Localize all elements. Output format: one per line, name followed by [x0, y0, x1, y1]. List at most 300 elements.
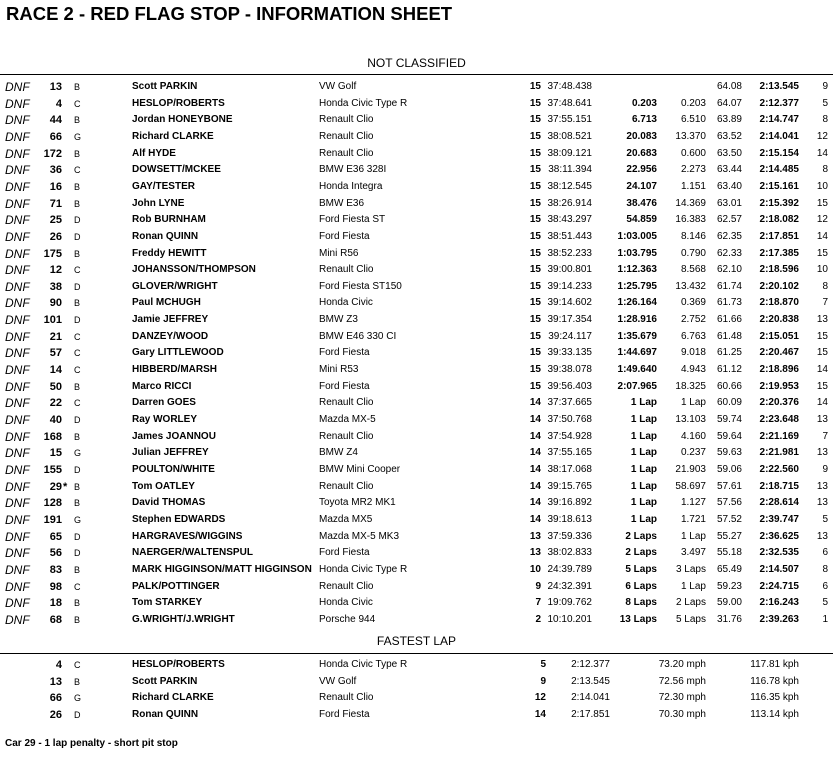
total-time: 38:26.914: [547, 197, 592, 209]
best-lap-time: 2:18.082: [759, 214, 799, 226]
best-lap-time: 2:14.485: [759, 164, 799, 176]
gap-cell: 13 Laps: [619, 613, 657, 625]
diff-cell: 1 Lap: [680, 580, 706, 592]
driver-name: Freddy HEWITT: [132, 247, 207, 259]
table-row: [0, 529, 833, 545]
status-cell: DNF: [5, 562, 30, 577]
best-lap-time: 2:18.870: [759, 297, 799, 309]
gap-cell: 6.713: [631, 114, 657, 126]
car-model: Honda Civic Type R: [319, 97, 408, 109]
car-model: Ford Fiesta: [319, 380, 370, 392]
laps-cell: 14: [529, 513, 541, 525]
laps-cell: 15: [529, 247, 541, 259]
driver-name: DANZEY/WOOD: [132, 330, 209, 342]
car-number: 4: [55, 97, 62, 110]
table-row: [0, 429, 833, 445]
driver-name: David THOMAS: [132, 497, 206, 509]
best-lap-time: 2:15.161: [759, 180, 799, 192]
diff-cell: 13.370: [675, 130, 706, 142]
best-lap-number: 5: [822, 597, 828, 609]
total-time: 39:17.354: [547, 314, 592, 326]
class-cell: B: [74, 598, 81, 609]
car-model: Honda Integra: [319, 180, 383, 192]
gap-cell: 1:44.697: [617, 347, 657, 359]
speed-cell: 61.74: [716, 280, 742, 292]
speed-cell: 57.52: [716, 513, 742, 525]
table-row: [0, 545, 833, 561]
status-cell: DNF: [5, 213, 30, 228]
best-lap-number: 15: [816, 330, 828, 342]
car-model: BMW E36: [319, 197, 365, 209]
car-model: Ford Fiesta: [319, 547, 370, 559]
diff-cell: 8.146: [680, 230, 706, 242]
speed-cell: 59.00: [716, 597, 742, 609]
best-lap-number: 1: [822, 613, 828, 625]
class-cell: G: [74, 514, 82, 525]
laps-cell: 14: [529, 463, 541, 475]
class-cell: D: [74, 464, 81, 475]
speed-cell: 63.50: [716, 147, 742, 159]
speed-cell: 61.66: [716, 314, 742, 326]
table-row: [0, 229, 833, 245]
table-row: [0, 579, 833, 595]
total-time: 39:16.892: [547, 497, 592, 509]
car-number: 56: [49, 547, 62, 560]
car-model: Porsche 944: [319, 613, 376, 625]
total-time: 39:33.135: [547, 347, 592, 359]
speed-cell: 59.06: [716, 463, 742, 475]
gap-cell: 38.476: [626, 197, 657, 209]
total-time: 39:18.613: [547, 513, 592, 525]
diff-cell: 8.568: [680, 264, 706, 276]
table-row: [0, 379, 833, 395]
gap-cell: 20.083: [626, 130, 657, 142]
car-number: 29: [49, 480, 62, 493]
car-model: BMW E36 328I: [319, 164, 387, 176]
class-cell: B: [74, 431, 81, 442]
speed-cell: 64.07: [716, 97, 742, 109]
diff-cell: 3.497: [680, 547, 706, 559]
driver-name: HARGRAVES/WIGGINS: [132, 530, 243, 542]
class-cell: D: [74, 415, 81, 425]
car-number: 57: [49, 347, 62, 360]
total-time: 38:02.833: [547, 547, 592, 559]
table-row: [0, 79, 833, 95]
gap-cell: 1 Lap: [630, 463, 657, 475]
laps-cell: 15: [529, 264, 541, 276]
driver-name: GAY/TESTER: [132, 180, 195, 192]
total-time: 38:17.068: [547, 463, 592, 475]
diff-cell: 6.763: [680, 330, 706, 342]
best-lap-time: 2:14.747: [759, 114, 799, 126]
car-model: VW Golf: [319, 81, 357, 92]
table-row: [0, 295, 833, 311]
class-cell: B: [74, 115, 81, 126]
car-model: Honda Civic: [319, 597, 373, 609]
car-number: 14: [49, 364, 62, 377]
speed-cell: 62.35: [716, 230, 742, 242]
total-time: 38:08.521: [547, 130, 592, 142]
car-number: 18: [49, 597, 62, 610]
laps-cell: 14: [529, 447, 541, 459]
best-lap-number: 5: [822, 513, 828, 525]
status-cell: DNF: [5, 396, 30, 411]
car-number: 68: [49, 613, 62, 626]
best-lap-number: 12: [816, 130, 828, 142]
class-cell: B: [74, 498, 81, 509]
speed-cell: 64.08: [716, 81, 742, 92]
gap-cell: 1 Lap: [630, 430, 657, 442]
speed-cell: 59.64: [716, 430, 742, 442]
best-lap-time: 2:15.154: [759, 147, 799, 159]
best-lap-number: 15: [816, 197, 828, 209]
driver-name: Scott PARKIN: [132, 81, 198, 92]
class-cell: D: [74, 281, 81, 292]
gap-cell: 2:07.965: [617, 380, 657, 392]
best-lap-number: 9: [822, 463, 828, 475]
class-cell: C: [74, 398, 81, 409]
status-cell: DNF: [5, 329, 30, 344]
car-model: Ford Fiesta ST: [319, 214, 386, 226]
best-lap-number: 15: [816, 347, 828, 359]
best-lap-time: 2:21.169: [759, 430, 799, 442]
gap-cell: 2 Laps: [625, 547, 657, 559]
car-model: BMW Z3: [319, 314, 358, 326]
class-cell: C: [74, 348, 81, 359]
gap-cell: 6 Laps: [625, 580, 657, 592]
car-model: Renault Clio: [319, 130, 374, 142]
best-lap-number: 15: [816, 247, 828, 259]
diff-cell: 58.697: [675, 480, 706, 492]
car-number: 50: [49, 380, 62, 393]
status-cell: DNF: [5, 512, 30, 527]
speed-cell: 63.89: [716, 114, 742, 126]
diff-cell: 2 Laps: [675, 597, 706, 609]
table-row: [0, 179, 833, 195]
class-cell: D: [74, 215, 81, 226]
laps-cell: 15: [529, 214, 541, 226]
speed-cell: 55.18: [716, 547, 742, 559]
class-cell: C: [74, 265, 81, 276]
car-model: Ford Fiesta: [319, 347, 370, 359]
total-time: 24:32.391: [547, 580, 592, 592]
diff-cell: 1 Lap: [680, 530, 706, 542]
table-row: [0, 345, 833, 361]
table-row: [0, 445, 833, 461]
car-model: Renault Clio: [319, 397, 374, 409]
table-row: [0, 462, 833, 478]
gap-cell: 1:12.363: [617, 264, 657, 276]
laps-cell: 2: [535, 613, 541, 625]
car-number: 25: [49, 214, 62, 227]
car-number: 98: [49, 580, 62, 593]
laps-cell: 9: [535, 580, 541, 592]
table-row: [0, 212, 833, 228]
table-row: [0, 146, 833, 162]
best-lap-time: 2:20.102: [759, 280, 799, 292]
speed-cell: 60.09: [716, 397, 742, 409]
driver-name: Tom STARKEY: [132, 597, 203, 609]
driver-name: HIBBERD/MARSH: [132, 364, 217, 376]
total-time: 37:48.641: [547, 97, 592, 109]
best-lap-number: 13: [816, 314, 828, 326]
status-cell: DNF: [5, 279, 30, 294]
status-cell: DNF: [5, 246, 30, 261]
table-row: [0, 674, 833, 690]
diff-cell: 1.721: [680, 513, 706, 525]
best-lap-number: 13: [816, 447, 828, 459]
driver-name: POULTON/WHITE: [132, 463, 215, 475]
table-row: [0, 112, 833, 128]
speed-cell: 65.49: [716, 563, 742, 575]
driver-name: John LYNE: [132, 197, 185, 209]
best-lap-time: 2:17.851: [759, 230, 799, 242]
divider: [0, 653, 833, 654]
table-row: [0, 657, 833, 673]
car-model: Mazda MX-5: [319, 414, 376, 425]
best-lap-time: 2:22.560: [759, 463, 799, 475]
class-cell: C: [74, 365, 81, 376]
car-number: 13: [49, 81, 62, 93]
status-cell: DNF: [5, 363, 30, 378]
driver-name: Ray WORLEY: [132, 414, 198, 425]
diff-cell: 0.203: [680, 97, 706, 109]
best-lap-number: 10: [816, 264, 828, 276]
diff-cell: 9.018: [680, 347, 706, 359]
total-time: 19:09.762: [547, 597, 592, 609]
car-model: Ford Fiesta ST150: [319, 280, 402, 292]
car-number: 12: [49, 264, 62, 277]
status-cell: DNF: [5, 163, 30, 178]
diff-cell: 0.369: [680, 297, 706, 309]
speed-cell: 60.66: [716, 380, 742, 392]
car-number: 168: [43, 430, 62, 443]
diff-cell: 4.943: [680, 364, 706, 376]
driver-name: JOHANSSON/THOMPSON: [132, 264, 256, 276]
table-row: [0, 412, 833, 428]
status-cell: DNF: [5, 313, 30, 328]
total-time: 37:54.928: [547, 430, 592, 442]
table-row: [0, 329, 833, 345]
divider: [0, 74, 833, 75]
total-time: 38:09.121: [547, 147, 592, 159]
car-number: 83: [49, 563, 62, 576]
speed-cell: 62.33: [716, 247, 742, 259]
total-time: 39:14.602: [547, 297, 592, 309]
best-lap-time: 2:18.896: [759, 364, 799, 376]
speed-kph: 117.81 kph: [750, 659, 799, 670]
total-time: 39:38.078: [547, 364, 592, 376]
car-number: 66: [49, 130, 62, 143]
car-number: 21: [49, 330, 62, 343]
diff-cell: 13.103: [675, 414, 706, 425]
best-lap-number: 14: [816, 397, 828, 409]
best-lap-time: 2:28.614: [759, 497, 799, 509]
speed-mph: 70.30 mph: [658, 708, 706, 720]
diff-cell: 16.383: [675, 214, 706, 226]
speed-cell: 63.40: [716, 180, 742, 192]
diff-cell: 2.273: [680, 164, 706, 176]
status-cell: DNF: [5, 346, 30, 361]
table-row: [0, 512, 833, 528]
best-lap-number: 7: [822, 297, 828, 309]
class-cell: B: [74, 564, 81, 575]
class-cell: C: [74, 581, 81, 592]
table-row: [0, 612, 833, 628]
best-lap-time: 2:32.535: [759, 547, 799, 559]
speed-cell: 62.57: [716, 214, 742, 226]
gap-cell: 1 Lap: [630, 414, 657, 425]
car-number: 90: [49, 297, 62, 310]
best-lap-time: 2:20.376: [759, 397, 799, 409]
laps-cell: 13: [529, 547, 541, 559]
diff-cell: 1.127: [680, 497, 706, 509]
gap-cell: 8 Laps: [625, 597, 657, 609]
laps-cell: 15: [529, 97, 541, 109]
status-cell: DNF: [5, 429, 30, 444]
driver-name: Julian JEFFREY: [132, 447, 209, 459]
class-cell: B: [74, 148, 81, 159]
laps-cell: 15: [529, 164, 541, 176]
best-lap-time: 2:17.385: [759, 247, 799, 259]
total-time: 38:11.394: [548, 164, 592, 176]
laps-cell: 15: [529, 197, 541, 209]
driver-name: Paul MCHUGH: [132, 297, 201, 309]
status-cell: DNF: [5, 413, 30, 427]
total-time: 37:48.438: [547, 81, 592, 92]
table-row: [0, 595, 833, 611]
best-lap-number: 8: [822, 114, 828, 126]
best-lap-time: 2:14.507: [759, 563, 799, 575]
status-cell: DNF: [5, 96, 30, 111]
best-lap-number: 7: [822, 430, 828, 442]
penalty-marker: *: [63, 480, 68, 493]
gap-cell: 1:26.164: [617, 297, 657, 309]
driver-name: Marco RICCI: [132, 380, 192, 392]
total-time: 37:55.165: [547, 447, 592, 459]
laps-cell: 7: [535, 597, 541, 609]
car-number: 175: [43, 247, 62, 260]
car-number: 22: [49, 397, 62, 410]
fastest-lap-heading: FASTEST LAP: [376, 634, 457, 648]
total-time: 37:59.336: [547, 530, 592, 542]
driver-name: Richard CLARKE: [132, 692, 214, 704]
driver-name: Jordan HONEYBONE: [132, 114, 233, 126]
speed-cell: 63.01: [716, 197, 742, 209]
gap-cell: 2 Laps: [625, 530, 657, 542]
table-row: [0, 479, 833, 495]
diff-cell: 4.160: [680, 430, 706, 442]
not-classified-heading: NOT CLASSIFIED: [367, 56, 466, 70]
best-lap-time: 2:18.596: [759, 264, 799, 276]
best-lap-time: 2:12.377: [759, 97, 799, 109]
laps-cell: 15: [529, 81, 541, 92]
total-time: 38:43.297: [547, 214, 592, 226]
gap-cell: 1 Lap: [630, 513, 657, 525]
best-lap-time: 2:20.838: [759, 314, 799, 326]
status-cell: DNF: [5, 229, 30, 244]
gap-cell: 1:25.795: [617, 280, 657, 292]
car-model: Ford Fiesta: [319, 230, 370, 242]
speed-cell: 63.44: [716, 164, 742, 176]
car-number: 15: [49, 447, 62, 460]
class-cell: G: [74, 693, 82, 704]
car-number: 16: [49, 180, 62, 193]
status-cell: DNF: [5, 179, 30, 194]
speed-cell: 61.48: [716, 330, 742, 342]
table-row: [0, 129, 833, 145]
driver-name: Scott PARKIN: [132, 675, 198, 687]
car-number: 66: [49, 692, 62, 705]
driver-name: GLOVER/WRIGHT: [132, 280, 218, 292]
status-cell: DNF: [5, 529, 30, 544]
class-cell: G: [74, 131, 82, 142]
gap-cell: 1 Lap: [630, 480, 657, 492]
car-number: 4: [55, 659, 62, 671]
best-lap-number: 13: [816, 414, 828, 425]
status-cell: DNF: [5, 379, 30, 394]
diff-cell: 0.600: [680, 147, 706, 159]
status-cell: DNF: [5, 496, 30, 511]
gap-cell: 1:03.795: [617, 247, 657, 259]
best-lap-time: 2:23.648: [759, 414, 799, 425]
total-time: 38:12.545: [547, 180, 592, 192]
speed-cell: 57.61: [716, 480, 742, 492]
lap-time: 2:13.545: [571, 675, 610, 687]
car-number: 101: [43, 314, 62, 327]
car-model: Mini R53: [319, 364, 359, 376]
status-cell: DNF: [5, 462, 30, 477]
car-number: 36: [49, 164, 62, 177]
lap-cell: 14: [534, 708, 546, 720]
speed-mph: 73.20 mph: [658, 659, 706, 670]
lap-cell: 9: [540, 675, 546, 687]
car-model: Mazda MX5: [319, 513, 373, 525]
car-number: 26: [49, 230, 62, 243]
speed-cell: 63.52: [716, 130, 742, 142]
car-number: 71: [49, 197, 62, 210]
driver-name: Richard CLARKE: [132, 130, 214, 142]
car-model: Honda Civic Type R: [319, 659, 408, 670]
gap-cell: 1:49.640: [617, 364, 657, 376]
laps-cell: 15: [529, 180, 541, 192]
class-cell: B: [74, 614, 81, 625]
best-lap-number: 14: [816, 230, 828, 242]
total-time: 24:39.789: [547, 563, 592, 575]
driver-name: Darren GOES: [132, 397, 196, 409]
car-number: 65: [49, 530, 62, 543]
table-row: [0, 196, 833, 212]
speed-kph: 113.14 kph: [750, 708, 799, 720]
driver-name: Jamie JEFFREY: [132, 314, 209, 326]
gap-cell: 54.859: [626, 214, 657, 226]
driver-name: Rob BURNHAM: [132, 214, 206, 226]
driver-name: Tom OATLEY: [132, 480, 195, 492]
status-cell: DNF: [5, 479, 30, 494]
table-row: [0, 362, 833, 378]
gap-cell: 20.683: [626, 147, 657, 159]
best-lap-number: 8: [822, 280, 828, 292]
status-cell: DNF: [5, 263, 30, 278]
speed-cell: 62.10: [716, 264, 742, 276]
car-model: Honda Civic: [319, 297, 373, 309]
table-row: [0, 707, 833, 723]
status-cell: DNF: [5, 146, 30, 161]
car-model: Toyota MR2 MK1: [319, 497, 396, 509]
best-lap-time: 2:13.545: [759, 81, 799, 92]
driver-name: Ronan QUINN: [132, 230, 199, 242]
status-cell: DNF: [5, 196, 30, 211]
